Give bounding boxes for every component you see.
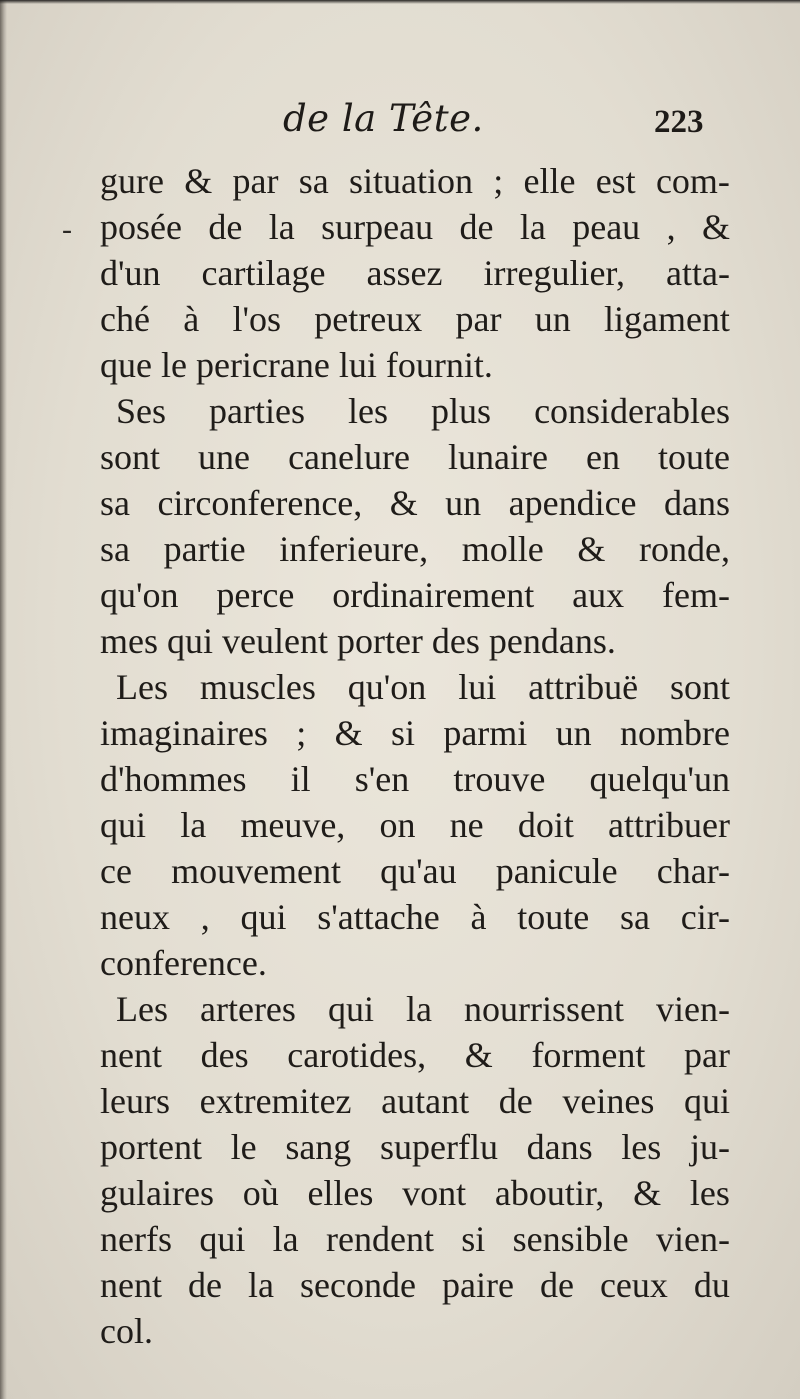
text-line: d'hommes il s'en trouve quelqu'un bbox=[100, 759, 730, 799]
text-line: ché à l'os petreux par un ligament bbox=[100, 299, 730, 339]
text-line: neux , qui s'attache à toute sa cir- bbox=[100, 897, 730, 937]
page-top-edge bbox=[0, 0, 800, 4]
text-line: portent le sang superflu dans les ju- bbox=[100, 1127, 730, 1167]
text-line: ce mouvement qu'au panicule char- bbox=[100, 851, 730, 891]
text-line: sa partie inferieure, molle & ronde, bbox=[100, 529, 730, 569]
text-line: que le pericrane lui fournit. bbox=[100, 345, 493, 385]
text-line: sa circonference, & un apendice dans bbox=[100, 483, 730, 523]
running-head: de la Tête. bbox=[283, 97, 484, 140]
text-line: mes qui veulent porter des pendans. bbox=[100, 621, 616, 661]
text-line: d'un cartilage assez irregulier, atta- bbox=[100, 253, 730, 293]
text-line: leurs extremitez autant de veines qui bbox=[100, 1081, 730, 1121]
text-line: col. bbox=[100, 1311, 153, 1351]
text-line: conference. bbox=[100, 943, 267, 983]
text-line: qu'on perce ordinairement aux fem- bbox=[100, 575, 730, 615]
text-line: gulaires où elles vont aboutir, & les bbox=[100, 1173, 730, 1213]
text-line: Ses parties les plus considerables bbox=[116, 391, 730, 431]
body-text bbox=[100, 158, 730, 1354]
page-gutter-edge bbox=[0, 0, 7, 1399]
text-line: Les muscles qu'on lui attribuë sont bbox=[116, 667, 730, 707]
text-line: nent des carotides, & forment par bbox=[100, 1035, 730, 1075]
text-line: qui la meuve, on ne doit attribuer bbox=[100, 805, 730, 845]
text-line: sont une canelure lunaire en toute bbox=[100, 437, 730, 477]
page-number: 223 bbox=[654, 104, 704, 140]
page-header bbox=[0, 96, 800, 148]
text-line: Les arteres qui la nourrissent vien- bbox=[116, 989, 730, 1029]
margin-mark: - bbox=[62, 213, 72, 246]
text-line: nent de la seconde paire de ceux du bbox=[100, 1265, 730, 1305]
text-line: nerfs qui la rendent si sensible vien- bbox=[100, 1219, 730, 1259]
text-line: posée de la surpeau de la peau , & bbox=[100, 207, 730, 247]
text-line: gure & par sa situation ; elle est com- bbox=[100, 161, 730, 201]
text-line: imaginaires ; & si parmi un nombre bbox=[100, 713, 730, 753]
